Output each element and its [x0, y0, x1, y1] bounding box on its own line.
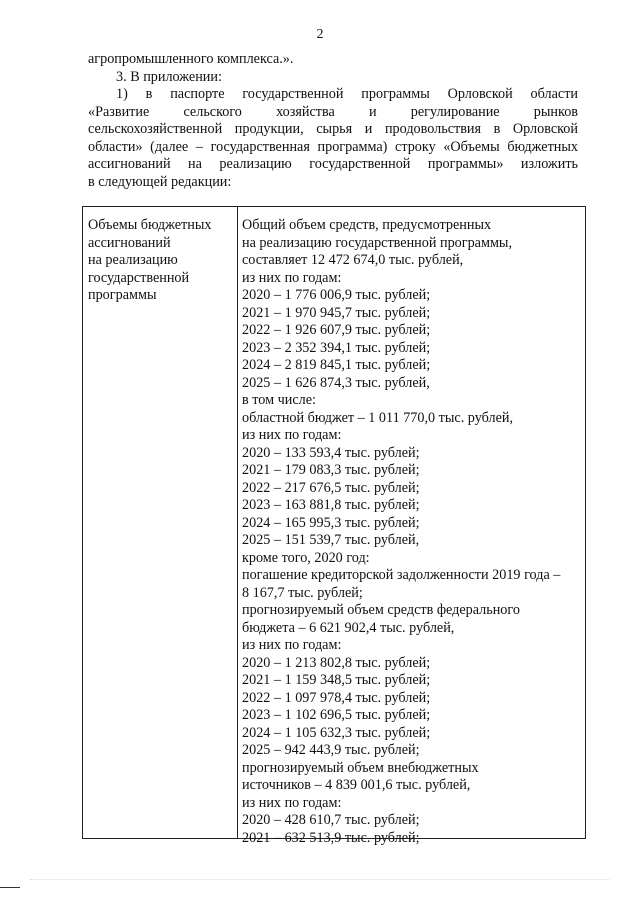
right-line: 2020 – 428 610,7 тыс. рублей; [242, 812, 420, 828]
budget-table [82, 206, 586, 846]
footer-mark [0, 887, 20, 888]
intro-line-1: агропромышленного комплекса.». [88, 51, 294, 67]
column-divider [237, 207, 238, 838]
left-line: Объемы бюджетных [88, 217, 212, 233]
table-left-cell [88, 217, 233, 305]
right-line: 2023 – 2 352 394,1 тыс. рублей; [242, 339, 431, 356]
right-line: 2020 – 1 213 802,8 тыс. рублей; [242, 654, 431, 671]
right-line: в том числе: [242, 392, 316, 408]
right-line: 2021 – 632 513,9 тыс. рублей; [242, 829, 420, 846]
left-line: государственной [88, 269, 190, 286]
table-right-cell [242, 217, 584, 847]
scan-artifact-line [30, 879, 610, 880]
right-line: 2021 – 179 083,3 тыс. рублей; [242, 462, 420, 478]
right-line: прогнозируемый объем внебюджетных [242, 759, 479, 776]
right-line: 2024 – 2 819 845,1 тыс. рублей; [242, 357, 431, 373]
right-line: областной бюджет – 1 011 770,0 тыс. рублей, [242, 409, 514, 426]
right-line: 2025 – 151 539,7 тыс. рублей, [242, 532, 420, 548]
page-number: 2 [316, 27, 324, 42]
para-line-4: области» (далее – государственная программа) строку «Объемы бюджетных [88, 138, 578, 155]
right-line: 2021 – 1 970 945,7 тыс. рублей; [242, 304, 431, 321]
right-line: 2024 – 165 995,3 тыс. рублей; [242, 514, 420, 531]
right-line: 2023 – 1 102 696,5 тыс. рублей; [242, 707, 431, 723]
left-line: ассигнований [88, 234, 171, 251]
left-line: на реализацию [88, 252, 178, 268]
right-line: из них по годам: [242, 637, 342, 653]
right-line: 2025 – 1 626 874,3 тыс. рублей, [242, 374, 430, 391]
right-line: погашение кредиторской задолженности 2019 года – [242, 567, 561, 583]
right-line: составляет 12 472 674,0 тыс. рублей, [242, 252, 464, 268]
right-line: 2023 – 163 881,8 тыс. рублей; [242, 497, 420, 513]
right-line: 2021 – 1 159 348,5 тыс. рублей; [242, 672, 431, 688]
right-line: 2020 – 1 776 006,9 тыс. рублей; [242, 287, 431, 303]
right-line: 2020 – 133 593,4 тыс. рублей; [242, 444, 420, 461]
para-line-6: в следующей редакции: [88, 173, 232, 190]
para-line-3: сельскохозяйственной продукции, сырья и продовольствия в Орловской [88, 121, 578, 137]
left-line: программы [88, 287, 157, 303]
right-line: бюджета – 6 621 902,4 тыс. рублей, [242, 619, 455, 636]
intro-text [88, 51, 578, 191]
right-line: 2022 – 217 676,5 тыс. рублей; [242, 479, 420, 496]
right-line: источников – 4 839 001,6 тыс. рублей, [242, 777, 471, 793]
right-line: 2024 – 1 105 632,3 тыс. рублей; [242, 724, 431, 741]
right-line: из них по годам: [242, 427, 342, 443]
right-line: 2022 – 1 926 607,9 тыс. рублей; [242, 322, 431, 338]
right-line: 2022 – 1 097 978,4 тыс. рублей; [242, 689, 431, 706]
para-line-2: «Развитие сельского хозяйства и регулирование рынков [88, 103, 578, 120]
right-line: на реализацию государственной программы, [242, 234, 513, 251]
right-line: прогнозируемый объем средств федерального [242, 602, 520, 618]
point-3-heading: 3. В приложении: [116, 68, 222, 85]
right-line: 8 167,7 тыс. рублей; [242, 584, 363, 601]
para-line-5: ассигнований на реализацию государственной программы» изложить [88, 156, 578, 172]
para-line-1: 1) в паспорте государственной программы Орловской области [116, 86, 578, 102]
right-line: Общий объем средств, предусмотренных [242, 217, 492, 233]
right-line: из них по годам: [242, 269, 342, 286]
right-line: 2025 – 942 443,9 тыс. рублей; [242, 742, 420, 758]
right-line: кроме того, 2020 год: [242, 549, 370, 566]
right-line: из них по годам: [242, 794, 342, 811]
